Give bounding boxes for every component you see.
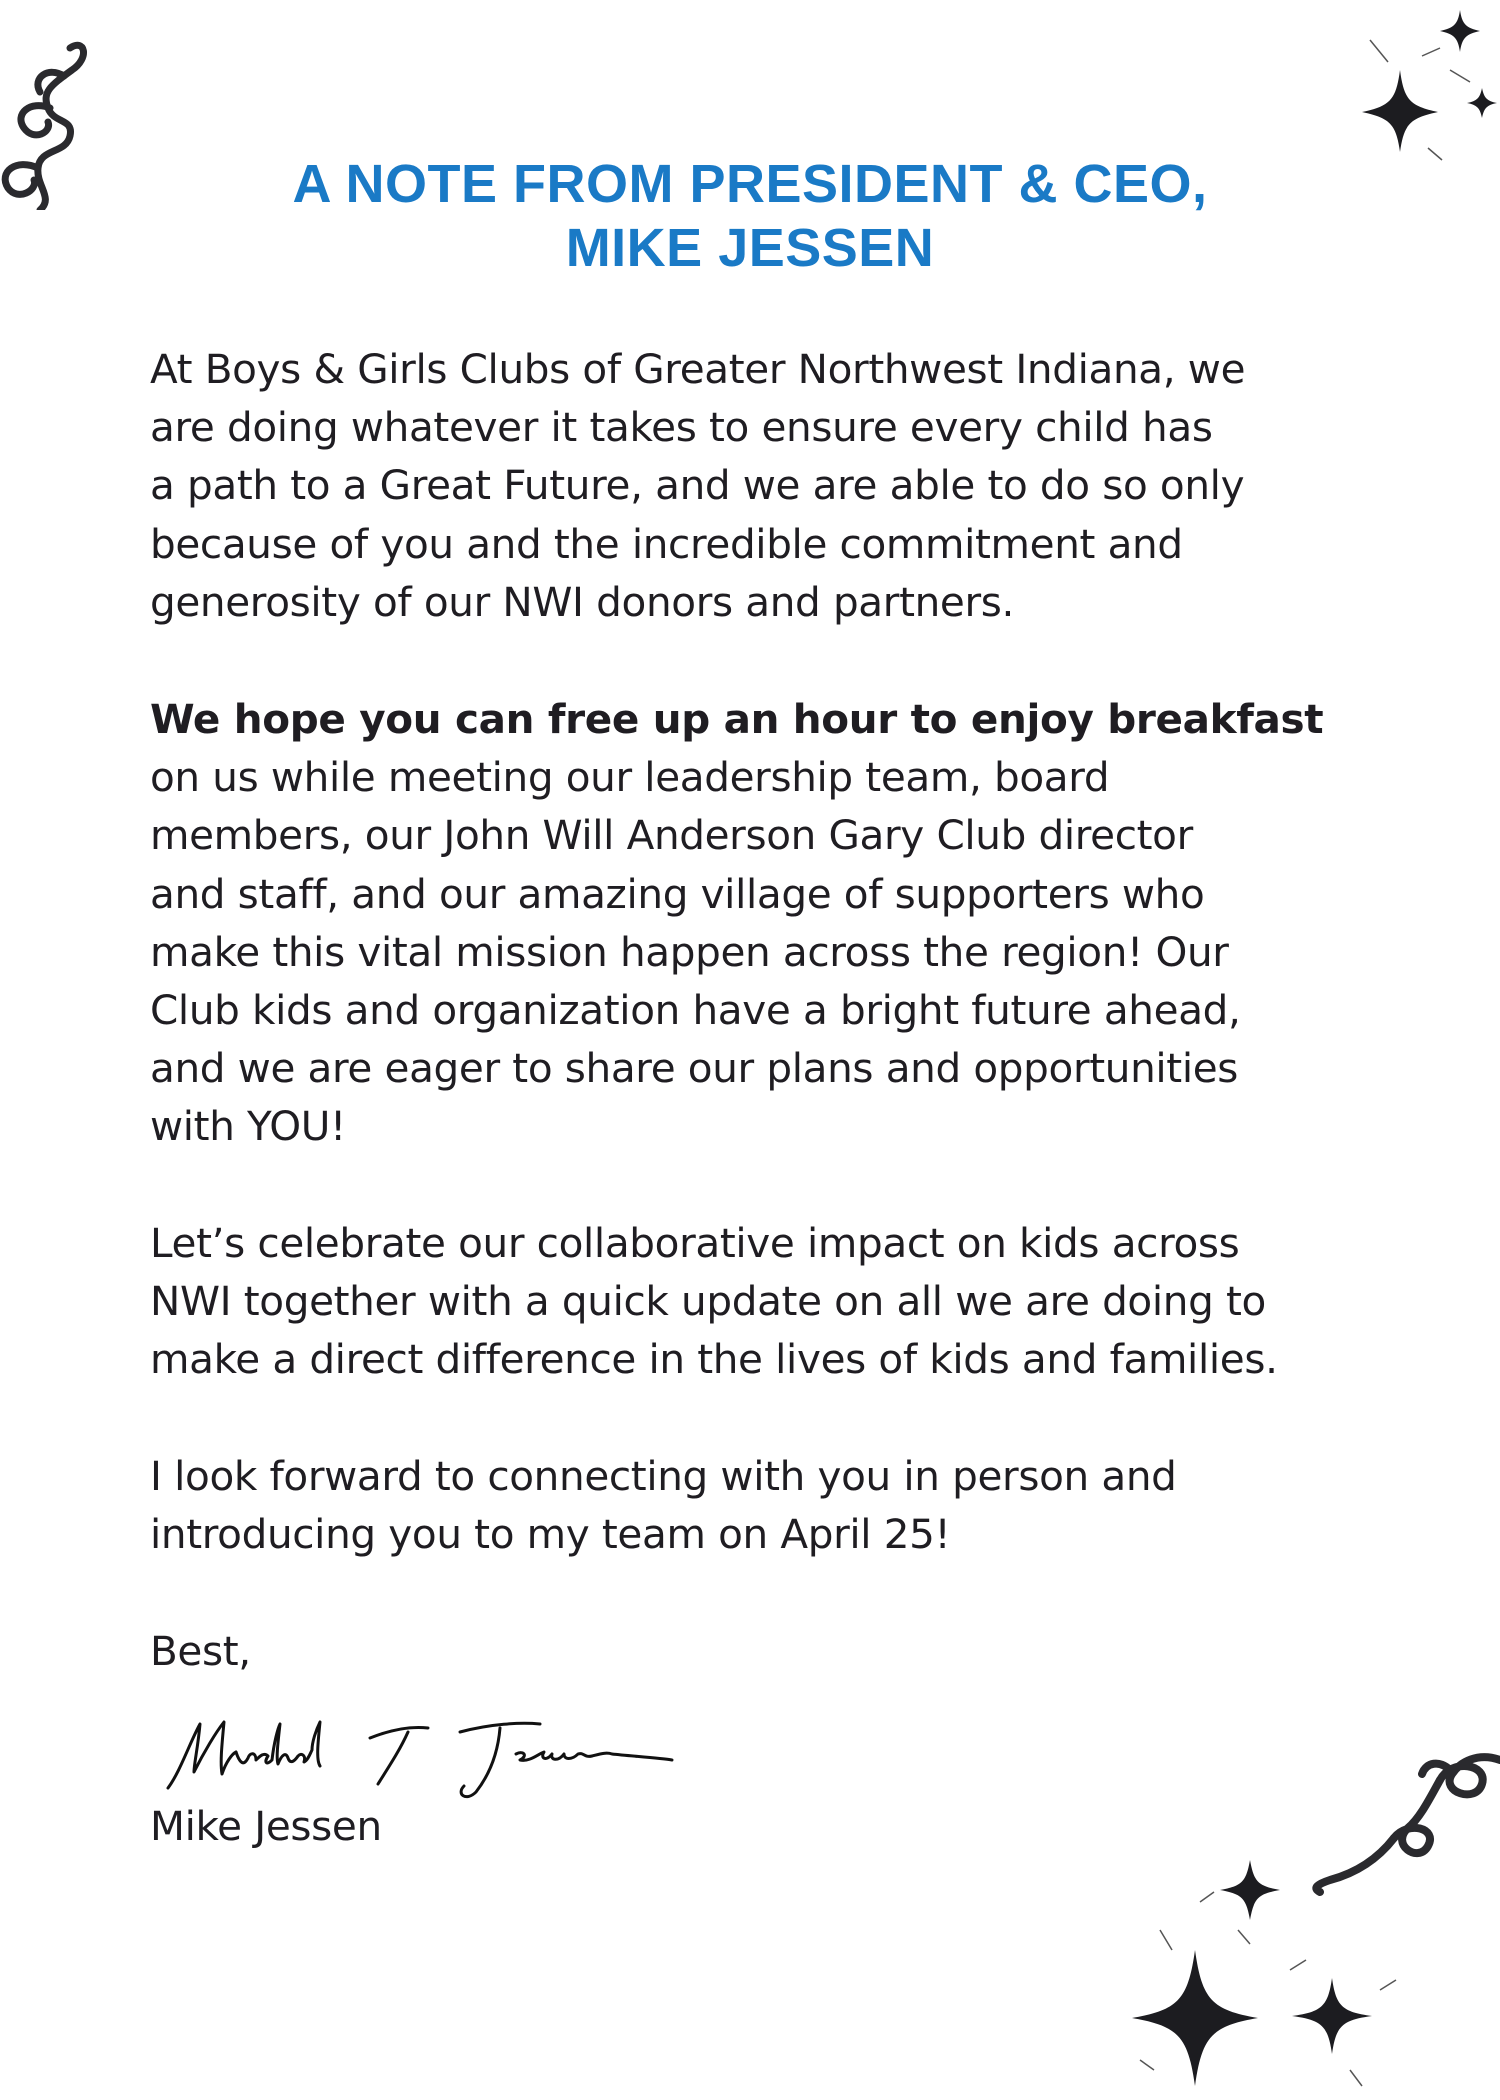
text-line: generosity of our NWI donors and partners. <box>150 577 1015 626</box>
text-line: Club kids and organization have a bright future ahead, <box>150 986 1241 1035</box>
text-line: I look forward to connecting with you in person and <box>150 1452 1177 1500</box>
sparkle-stars-icon <box>1330 0 1500 170</box>
text-line: on us while meeting our leadership team, board <box>150 753 1110 802</box>
letter-paragraph-4 <box>150 1447 1370 1563</box>
text-line: and we are eager to share our plans and opportunities <box>150 1044 1239 1093</box>
text-line: make a direct difference in the lives of kids and families. <box>150 1335 1278 1384</box>
text-line: Let’s celebrate our collaborative impact on kids across <box>150 1219 1240 1267</box>
closing <box>150 1622 1370 1680</box>
handwritten-signature <box>160 1702 680 1802</box>
text-line: members, our John Will Anderson Gary Club director <box>150 811 1193 860</box>
text-line: with YOU! <box>150 1102 346 1151</box>
text-line: make this vital mission happen across the region! Our <box>150 927 1229 976</box>
text-line: At Boys & Girls Clubs of Greater Northwest Indiana, we <box>150 345 1246 393</box>
text-line: are doing whatever it takes to ensure every child has <box>150 403 1213 452</box>
sparkle-stars-icon <box>1110 1820 1410 2100</box>
signer-name-text: Mike Jessen <box>150 1802 382 1850</box>
title-line-2: MIKE JESSEN <box>565 218 935 278</box>
letter-paragraph-1 <box>150 340 1370 631</box>
page-title <box>150 152 1350 280</box>
squiggle-loop-icon <box>0 30 100 210</box>
text-line: introducing you to my team on April 25! <box>150 1510 951 1559</box>
title-line-1: A NOTE FROM PRESIDENT & CEO, <box>292 154 1208 214</box>
text-line: and staff, and our amazing village of supporters who <box>150 869 1205 918</box>
bold-invitation-line: We hope you can free up an hour to enjoy breakfast <box>150 695 1324 743</box>
letter-paragraph-3 <box>150 1214 1370 1389</box>
text-line: NWI together with a quick update on all we are doing to <box>150 1277 1266 1326</box>
closing-text: Best, <box>150 1627 251 1675</box>
text-line: a path to a Great Future, and we are able to do so only <box>150 461 1245 510</box>
text-line: because of you and the incredible commitment and <box>150 519 1183 568</box>
letter-paragraph-2 <box>150 690 1370 1156</box>
